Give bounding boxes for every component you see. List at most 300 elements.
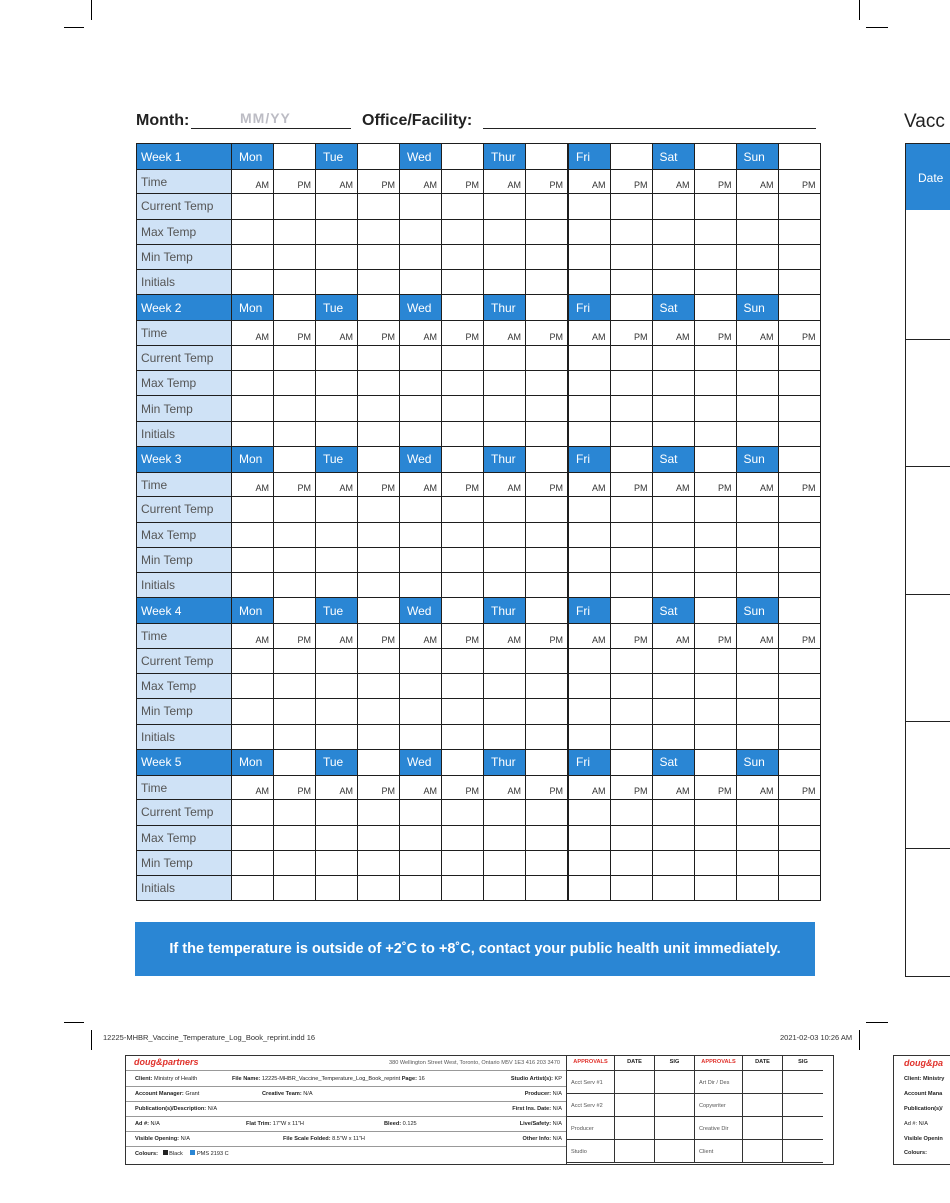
entry-cell[interactable]	[568, 850, 610, 875]
pm-cell[interactable]: PM	[274, 624, 316, 648]
entry-cell[interactable]	[484, 800, 526, 825]
entry-cell[interactable]	[736, 345, 778, 370]
entry-cell[interactable]	[442, 371, 484, 396]
am-cell[interactable]: AM	[568, 472, 610, 496]
am-cell[interactable]: AM	[316, 170, 358, 194]
pm-cell[interactable]: PM	[358, 775, 400, 799]
entry-cell[interactable]	[652, 724, 694, 749]
pm-cell[interactable]: PM	[442, 472, 484, 496]
entry-cell[interactable]	[778, 396, 820, 421]
am-cell[interactable]: AM	[652, 775, 694, 799]
pm-cell[interactable]: PM	[778, 170, 820, 194]
entry-cell[interactable]	[484, 573, 526, 598]
entry-cell[interactable]	[484, 876, 526, 901]
entry-cell[interactable]	[694, 876, 736, 901]
entry-cell[interactable]	[736, 219, 778, 244]
am-cell[interactable]: AM	[484, 321, 526, 345]
entry-cell[interactable]	[232, 547, 274, 572]
entry-cell[interactable]	[568, 825, 610, 850]
entry-cell[interactable]	[694, 699, 736, 724]
entry-cell[interactable]	[484, 345, 526, 370]
pm-cell[interactable]: PM	[610, 472, 652, 496]
entry-cell[interactable]	[316, 573, 358, 598]
entry-cell[interactable]	[526, 547, 569, 572]
entry-cell[interactable]	[232, 876, 274, 901]
approval-sig-cell[interactable]	[655, 1140, 695, 1163]
am-cell[interactable]: AM	[316, 775, 358, 799]
pm-cell[interactable]: PM	[526, 170, 569, 194]
am-cell[interactable]: AM	[484, 170, 526, 194]
entry-cell[interactable]	[652, 699, 694, 724]
entry-cell[interactable]	[484, 522, 526, 547]
entry-cell[interactable]	[232, 699, 274, 724]
approval-date-cell[interactable]	[743, 1094, 783, 1117]
entry-cell[interactable]	[400, 674, 442, 699]
entry-cell[interactable]	[526, 396, 569, 421]
entry-cell[interactable]	[652, 345, 694, 370]
entry-cell[interactable]	[694, 547, 736, 572]
entry-cell[interactable]	[652, 674, 694, 699]
entry-cell[interactable]	[568, 396, 610, 421]
entry-cell[interactable]	[484, 825, 526, 850]
pm-cell[interactable]: PM	[358, 472, 400, 496]
entry-cell[interactable]	[484, 421, 526, 446]
entry-cell[interactable]	[358, 876, 400, 901]
entry-cell[interactable]	[568, 699, 610, 724]
entry-cell[interactable]	[568, 724, 610, 749]
entry-cell[interactable]	[526, 497, 569, 522]
entry-cell[interactable]	[694, 648, 736, 673]
entry-cell[interactable]	[400, 648, 442, 673]
entry-cell[interactable]	[778, 724, 820, 749]
pm-cell[interactable]: PM	[526, 472, 569, 496]
pm-cell[interactable]: PM	[442, 170, 484, 194]
entry-cell[interactable]	[232, 219, 274, 244]
entry-cell[interactable]	[610, 219, 652, 244]
entry-cell[interactable]	[316, 194, 358, 219]
approval-sig-cell[interactable]	[655, 1094, 695, 1117]
entry-cell[interactable]	[484, 371, 526, 396]
pm-cell[interactable]: PM	[274, 472, 316, 496]
entry-cell[interactable]	[652, 876, 694, 901]
entry-cell[interactable]	[358, 244, 400, 269]
entry-cell[interactable]	[652, 522, 694, 547]
entry-cell[interactable]	[736, 800, 778, 825]
entry-cell[interactable]	[442, 345, 484, 370]
entry-cell[interactable]	[694, 345, 736, 370]
entry-cell[interactable]	[652, 800, 694, 825]
entry-cell[interactable]	[778, 876, 820, 901]
pm-cell[interactable]: PM	[526, 624, 569, 648]
entry-cell[interactable]	[610, 674, 652, 699]
entry-cell[interactable]	[232, 396, 274, 421]
entry-cell[interactable]	[610, 547, 652, 572]
entry-cell[interactable]	[778, 850, 820, 875]
entry-cell[interactable]	[358, 270, 400, 295]
entry-cell[interactable]	[274, 724, 316, 749]
entry-cell[interactable]	[274, 396, 316, 421]
entry-cell[interactable]	[274, 194, 316, 219]
entry-cell[interactable]	[778, 219, 820, 244]
entry-cell[interactable]	[232, 648, 274, 673]
am-cell[interactable]: AM	[316, 624, 358, 648]
entry-cell[interactable]	[274, 674, 316, 699]
entry-cell[interactable]	[400, 371, 442, 396]
entry-cell[interactable]	[568, 270, 610, 295]
entry-cell[interactable]	[400, 547, 442, 572]
entry-cell[interactable]	[568, 497, 610, 522]
entry-cell[interactable]	[274, 825, 316, 850]
entry-cell[interactable]	[400, 850, 442, 875]
entry-cell[interactable]	[568, 194, 610, 219]
am-cell[interactable]: AM	[736, 624, 778, 648]
pm-cell[interactable]: PM	[778, 624, 820, 648]
entry-cell[interactable]	[778, 244, 820, 269]
approval-date-cell[interactable]	[743, 1140, 783, 1163]
entry-cell[interactable]	[400, 497, 442, 522]
entry-cell[interactable]	[568, 421, 610, 446]
entry-cell[interactable]	[442, 825, 484, 850]
entry-cell[interactable]	[442, 850, 484, 875]
entry-cell[interactable]	[232, 371, 274, 396]
entry-cell[interactable]	[484, 497, 526, 522]
entry-cell[interactable]	[232, 522, 274, 547]
entry-cell[interactable]	[442, 674, 484, 699]
am-cell[interactable]: AM	[232, 624, 274, 648]
entry-cell[interactable]	[526, 194, 569, 219]
entry-cell[interactable]	[358, 547, 400, 572]
pm-cell[interactable]: PM	[694, 624, 736, 648]
entry-cell[interactable]	[358, 219, 400, 244]
entry-cell[interactable]	[442, 800, 484, 825]
entry-cell[interactable]	[568, 648, 610, 673]
entry-cell[interactable]	[610, 522, 652, 547]
entry-cell[interactable]	[358, 522, 400, 547]
entry-cell[interactable]	[274, 270, 316, 295]
pm-cell[interactable]: PM	[694, 472, 736, 496]
entry-cell[interactable]	[610, 648, 652, 673]
am-cell[interactable]: AM	[484, 775, 526, 799]
entry-cell[interactable]	[694, 724, 736, 749]
entry-cell[interactable]	[610, 194, 652, 219]
entry-cell[interactable]	[778, 699, 820, 724]
entry-cell[interactable]	[484, 244, 526, 269]
entry-cell[interactable]	[316, 648, 358, 673]
entry-cell[interactable]	[316, 345, 358, 370]
entry-cell[interactable]	[652, 244, 694, 269]
am-cell[interactable]: AM	[232, 472, 274, 496]
entry-cell[interactable]	[568, 219, 610, 244]
pm-cell[interactable]: PM	[610, 321, 652, 345]
approval-sig-cell[interactable]	[783, 1117, 823, 1140]
entry-cell[interactable]	[526, 699, 569, 724]
entry-cell[interactable]	[694, 850, 736, 875]
pm-cell[interactable]: PM	[610, 624, 652, 648]
entry-cell[interactable]	[526, 825, 569, 850]
entry-cell[interactable]	[610, 850, 652, 875]
entry-cell[interactable]	[736, 371, 778, 396]
entry-cell[interactable]	[736, 421, 778, 446]
pm-cell[interactable]: PM	[778, 775, 820, 799]
am-cell[interactable]: AM	[652, 472, 694, 496]
pm-cell[interactable]: PM	[526, 775, 569, 799]
entry-cell[interactable]	[652, 270, 694, 295]
am-cell[interactable]: AM	[568, 624, 610, 648]
entry-cell[interactable]	[610, 724, 652, 749]
entry-cell[interactable]	[232, 497, 274, 522]
entry-cell[interactable]	[232, 674, 274, 699]
entry-cell[interactable]	[442, 547, 484, 572]
entry-cell[interactable]	[400, 573, 442, 598]
entry-cell[interactable]	[610, 876, 652, 901]
approval-date-cell[interactable]	[615, 1140, 655, 1163]
entry-cell[interactable]	[778, 522, 820, 547]
entry-cell[interactable]	[232, 724, 274, 749]
entry-cell[interactable]	[778, 194, 820, 219]
entry-cell[interactable]	[778, 573, 820, 598]
approval-date-cell[interactable]	[615, 1094, 655, 1117]
entry-cell[interactable]	[442, 244, 484, 269]
entry-cell[interactable]	[610, 699, 652, 724]
am-cell[interactable]: AM	[736, 472, 778, 496]
entry-cell[interactable]	[484, 219, 526, 244]
am-cell[interactable]: AM	[736, 321, 778, 345]
entry-cell[interactable]	[652, 219, 694, 244]
entry-cell[interactable]	[778, 371, 820, 396]
entry-cell[interactable]	[526, 724, 569, 749]
entry-cell[interactable]	[778, 547, 820, 572]
entry-cell[interactable]	[400, 345, 442, 370]
entry-cell[interactable]	[736, 876, 778, 901]
month-field[interactable]	[191, 128, 351, 129]
entry-cell[interactable]	[610, 345, 652, 370]
entry-cell[interactable]	[400, 522, 442, 547]
am-cell[interactable]: AM	[232, 775, 274, 799]
entry-cell[interactable]	[778, 421, 820, 446]
entry-cell[interactable]	[568, 876, 610, 901]
entry-cell[interactable]	[316, 244, 358, 269]
entry-cell[interactable]	[274, 421, 316, 446]
entry-cell[interactable]	[736, 497, 778, 522]
pm-cell[interactable]: PM	[778, 321, 820, 345]
am-cell[interactable]: AM	[736, 775, 778, 799]
entry-cell[interactable]	[232, 800, 274, 825]
am-cell[interactable]: AM	[568, 170, 610, 194]
entry-cell[interactable]	[526, 850, 569, 875]
am-cell[interactable]: AM	[484, 472, 526, 496]
entry-cell[interactable]	[442, 648, 484, 673]
entry-cell[interactable]	[610, 244, 652, 269]
entry-cell[interactable]	[232, 270, 274, 295]
entry-cell[interactable]	[484, 648, 526, 673]
entry-cell[interactable]	[568, 345, 610, 370]
entry-cell[interactable]	[358, 674, 400, 699]
pm-cell[interactable]: PM	[610, 775, 652, 799]
pm-cell[interactable]: PM	[442, 775, 484, 799]
pm-cell[interactable]: PM	[358, 624, 400, 648]
entry-cell[interactable]	[232, 825, 274, 850]
entry-cell[interactable]	[694, 270, 736, 295]
entry-cell[interactable]	[652, 547, 694, 572]
entry-cell[interactable]	[274, 573, 316, 598]
entry-cell[interactable]	[736, 699, 778, 724]
entry-cell[interactable]	[736, 674, 778, 699]
am-cell[interactable]: AM	[400, 321, 442, 345]
entry-cell[interactable]	[232, 244, 274, 269]
entry-cell[interactable]	[526, 421, 569, 446]
approval-date-cell[interactable]	[615, 1117, 655, 1140]
entry-cell[interactable]	[400, 876, 442, 901]
entry-cell[interactable]	[484, 270, 526, 295]
entry-cell[interactable]	[652, 825, 694, 850]
entry-cell[interactable]	[568, 573, 610, 598]
entry-cell[interactable]	[316, 522, 358, 547]
approval-sig-cell[interactable]	[783, 1094, 823, 1117]
entry-cell[interactable]	[442, 522, 484, 547]
entry-cell[interactable]	[274, 244, 316, 269]
entry-cell[interactable]	[274, 876, 316, 901]
entry-cell[interactable]	[778, 270, 820, 295]
pm-cell[interactable]: PM	[694, 321, 736, 345]
entry-cell[interactable]	[526, 244, 569, 269]
entry-cell[interactable]	[274, 345, 316, 370]
entry-cell[interactable]	[316, 270, 358, 295]
am-cell[interactable]: AM	[400, 624, 442, 648]
entry-cell[interactable]	[526, 345, 569, 370]
am-cell[interactable]: AM	[232, 170, 274, 194]
entry-cell[interactable]	[358, 194, 400, 219]
entry-cell[interactable]	[358, 396, 400, 421]
entry-cell[interactable]	[316, 850, 358, 875]
entry-cell[interactable]	[568, 547, 610, 572]
entry-cell[interactable]	[736, 648, 778, 673]
entry-cell[interactable]	[274, 219, 316, 244]
entry-cell[interactable]	[778, 825, 820, 850]
entry-cell[interactable]	[316, 219, 358, 244]
entry-cell[interactable]	[652, 421, 694, 446]
entry-cell[interactable]	[400, 421, 442, 446]
entry-cell[interactable]	[484, 547, 526, 572]
am-cell[interactable]: AM	[400, 775, 442, 799]
approval-sig-cell[interactable]	[655, 1071, 695, 1094]
entry-cell[interactable]	[232, 573, 274, 598]
pm-cell[interactable]: PM	[274, 775, 316, 799]
entry-cell[interactable]	[526, 800, 569, 825]
entry-cell[interactable]	[778, 497, 820, 522]
pm-cell[interactable]: PM	[358, 321, 400, 345]
entry-cell[interactable]	[694, 421, 736, 446]
pm-cell[interactable]: PM	[442, 321, 484, 345]
entry-cell[interactable]	[778, 800, 820, 825]
entry-cell[interactable]	[568, 244, 610, 269]
entry-cell[interactable]	[736, 724, 778, 749]
entry-cell[interactable]	[400, 219, 442, 244]
entry-cell[interactable]	[358, 345, 400, 370]
am-cell[interactable]: AM	[316, 321, 358, 345]
am-cell[interactable]: AM	[736, 170, 778, 194]
entry-cell[interactable]	[316, 547, 358, 572]
entry-cell[interactable]	[232, 421, 274, 446]
entry-cell[interactable]	[694, 825, 736, 850]
entry-cell[interactable]	[694, 522, 736, 547]
entry-cell[interactable]	[442, 876, 484, 901]
entry-cell[interactable]	[778, 648, 820, 673]
entry-cell[interactable]	[694, 800, 736, 825]
entry-cell[interactable]	[316, 800, 358, 825]
entry-cell[interactable]	[610, 825, 652, 850]
entry-cell[interactable]	[358, 573, 400, 598]
entry-cell[interactable]	[526, 648, 569, 673]
entry-cell[interactable]	[358, 371, 400, 396]
entry-cell[interactable]	[694, 674, 736, 699]
entry-cell[interactable]	[442, 270, 484, 295]
entry-cell[interactable]	[694, 573, 736, 598]
entry-cell[interactable]	[778, 345, 820, 370]
entry-cell[interactable]	[358, 648, 400, 673]
entry-cell[interactable]	[442, 194, 484, 219]
am-cell[interactable]: AM	[400, 472, 442, 496]
entry-cell[interactable]	[316, 699, 358, 724]
entry-cell[interactable]	[652, 497, 694, 522]
entry-cell[interactable]	[736, 850, 778, 875]
entry-cell[interactable]	[358, 497, 400, 522]
entry-cell[interactable]	[736, 522, 778, 547]
pm-cell[interactable]: PM	[442, 624, 484, 648]
entry-cell[interactable]	[736, 270, 778, 295]
entry-cell[interactable]	[736, 396, 778, 421]
entry-cell[interactable]	[316, 371, 358, 396]
entry-cell[interactable]	[316, 674, 358, 699]
entry-cell[interactable]	[610, 421, 652, 446]
entry-cell[interactable]	[736, 244, 778, 269]
entry-cell[interactable]	[358, 800, 400, 825]
entry-cell[interactable]	[484, 396, 526, 421]
entry-cell[interactable]	[526, 522, 569, 547]
entry-cell[interactable]	[400, 724, 442, 749]
entry-cell[interactable]	[358, 421, 400, 446]
entry-cell[interactable]	[442, 219, 484, 244]
entry-cell[interactable]	[568, 800, 610, 825]
entry-cell[interactable]	[484, 194, 526, 219]
entry-cell[interactable]	[526, 219, 569, 244]
am-cell[interactable]: AM	[568, 321, 610, 345]
entry-cell[interactable]	[442, 699, 484, 724]
entry-cell[interactable]	[694, 244, 736, 269]
entry-cell[interactable]	[274, 850, 316, 875]
entry-cell[interactable]	[400, 800, 442, 825]
entry-cell[interactable]	[400, 396, 442, 421]
entry-cell[interactable]	[736, 194, 778, 219]
entry-cell[interactable]	[610, 371, 652, 396]
entry-cell[interactable]	[400, 825, 442, 850]
entry-cell[interactable]	[316, 396, 358, 421]
entry-cell[interactable]	[526, 674, 569, 699]
entry-cell[interactable]	[610, 270, 652, 295]
entry-cell[interactable]	[484, 674, 526, 699]
entry-cell[interactable]	[442, 573, 484, 598]
entry-cell[interactable]	[316, 825, 358, 850]
entry-cell[interactable]	[484, 724, 526, 749]
entry-cell[interactable]	[400, 244, 442, 269]
pm-cell[interactable]: PM	[274, 170, 316, 194]
entry-cell[interactable]	[736, 547, 778, 572]
entry-cell[interactable]	[652, 648, 694, 673]
approval-sig-cell[interactable]	[655, 1117, 695, 1140]
entry-cell[interactable]	[736, 573, 778, 598]
entry-cell[interactable]	[442, 724, 484, 749]
entry-cell[interactable]	[526, 876, 569, 901]
entry-cell[interactable]	[274, 522, 316, 547]
